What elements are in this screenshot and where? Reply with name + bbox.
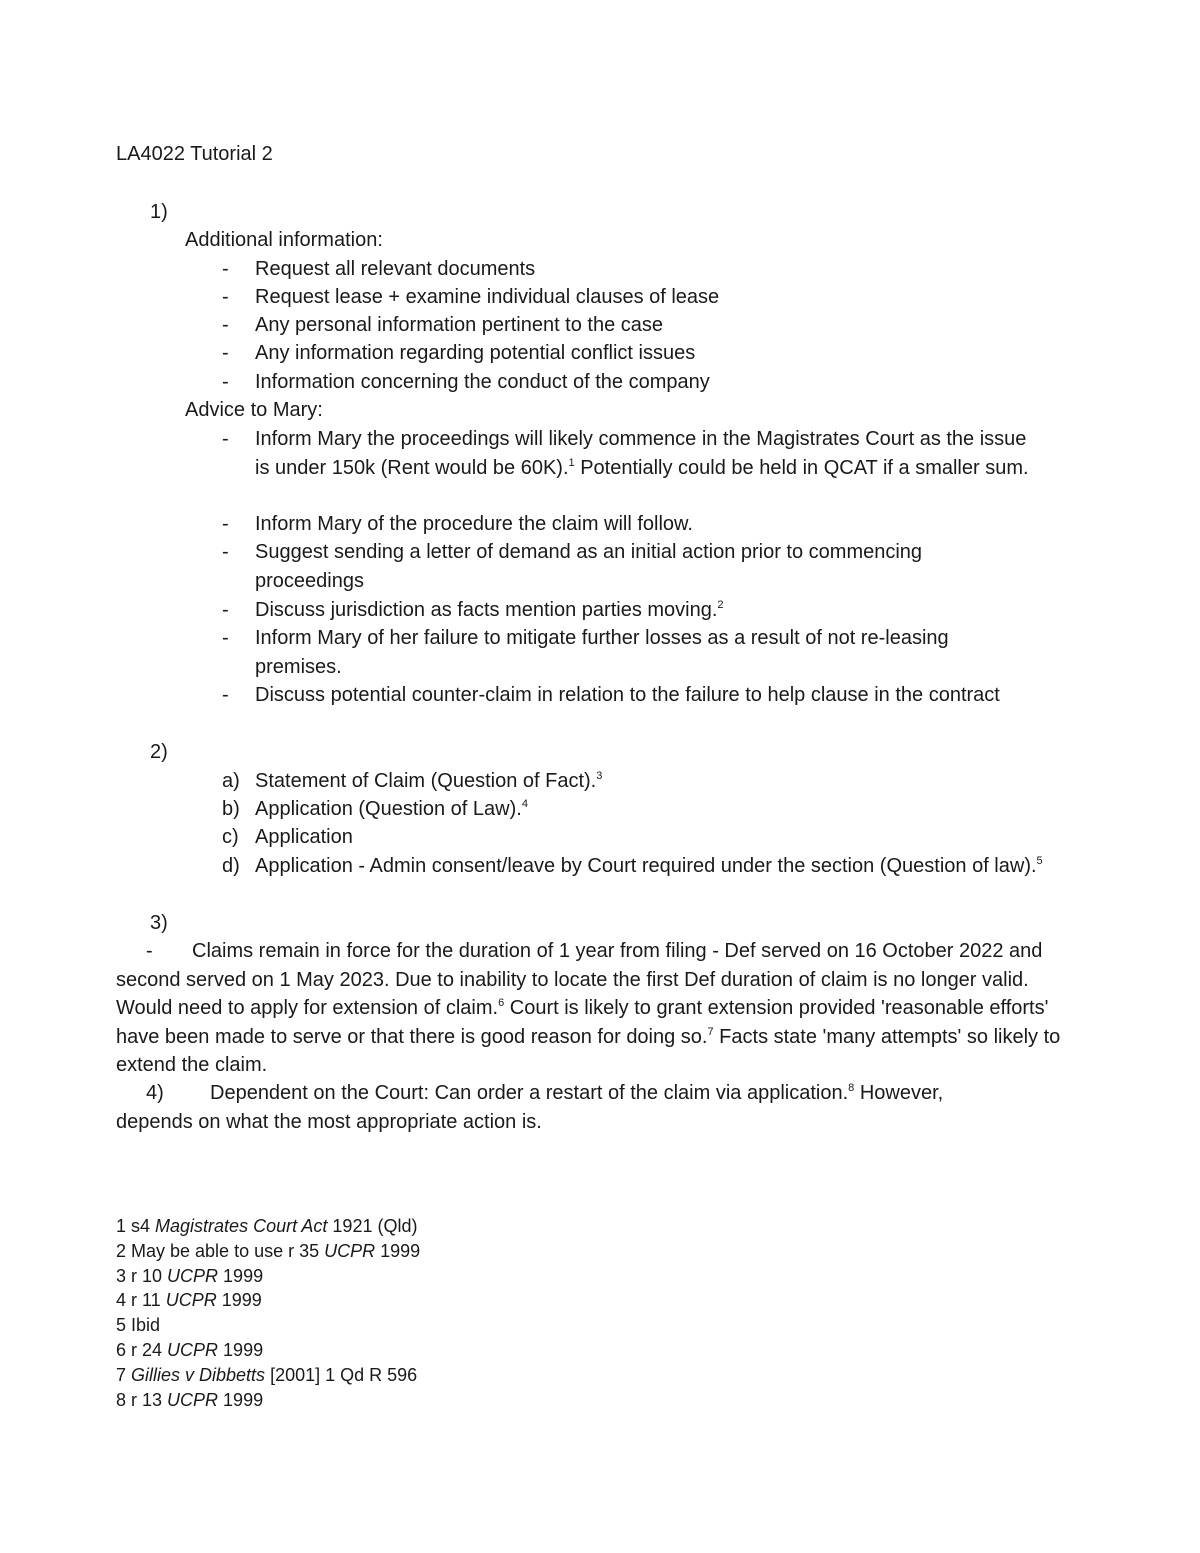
list-item-text: Inform Mary of the procedure the claim will follow. bbox=[255, 513, 693, 535]
footnote-5: 5 Ibid bbox=[116, 1315, 161, 1336]
footnote-ref: 2 bbox=[717, 599, 724, 611]
advice-to-mary-heading: Advice to Mary: bbox=[185, 399, 323, 421]
list-item-text: Discuss potential counter-claim in relation to the failure to help clause in the contract bbox=[255, 684, 1000, 706]
footnote-7: 7 Gillies v Dibbetts [2001] 1 Qd R 596 bbox=[116, 1364, 418, 1385]
list-item-text: Application bbox=[255, 826, 353, 848]
list-item: - Request lease + examine individual clauses of lease bbox=[222, 283, 1062, 312]
list-item-text: Any information regarding potential conflict issues bbox=[255, 342, 696, 364]
list-item-text: Statement of Claim (Question of Fact).$^3$ bbox=[255, 770, 603, 792]
footnote-1: 1 s4 Magistrates Court Act 1921 (Qld) bbox=[116, 1216, 418, 1236]
list-item-text: Suggest sending a letter of demand as an initial action prior to commencing proceedings bbox=[255, 541, 923, 592]
footnote-4: 4 r 11 UCPR 1999 bbox=[116, 1290, 262, 1311]
footnote-ref: 6 bbox=[498, 997, 505, 1009]
footnote-ref: 7 bbox=[707, 1025, 714, 1038]
footnote-ref: 5 bbox=[1036, 855, 1043, 867]
footnote-ref: 8 bbox=[848, 1082, 855, 1094]
question-3-number: 3) bbox=[150, 912, 168, 934]
question-1-number: 1) bbox=[150, 201, 168, 223]
list-item-text: Inform Mary the proceedings will likely commence in the Magistrates Court as the issue is under 150k (Rent would be 60K).$^1$ Potentially could be held in QCAT if a smaller sum. bbox=[255, 428, 1029, 479]
footnote-3: 3 r 10 UCPR 1999 bbox=[116, 1265, 264, 1286]
footnote-8: 8 r 13 UCPR 1999 bbox=[116, 1389, 264, 1410]
list-item: b) Application (Question of Law).$^4$ bbox=[222, 795, 1062, 824]
list-item: - Inform Mary of the procedure the claim will follow. bbox=[222, 510, 1062, 539]
list-item-text: Inform Mary of her failure to mitigate further losses as a result of not re-leasing premises. bbox=[255, 627, 949, 678]
footnote-2: 2 May be able to use r 35 UCPR 1999 bbox=[116, 1240, 421, 1261]
list-item: - Request all relevant documents bbox=[222, 255, 1062, 284]
footnote-ref: 3 bbox=[596, 770, 603, 782]
footnote-ref: 4 bbox=[521, 798, 528, 810]
footnotes bbox=[116, 1214, 420, 1412]
question-3-paragraph: - Claims remain in force for the duration of 1 year from filing - Def served on 16 October 2022 and second served on 1 May 2023. Due to inability to locate the first Def duration of claim is no longer valid. Would need to apply for extension of claim.$^6$ Court is likely to grant extension provided 'reasonable efforts' have been made to serve or that there is good reason for doing so.$^7$ Facts state 'many attempts' so likely to extend the claim. bbox=[116, 940, 1061, 1076]
footnote-ref: 1 bbox=[568, 456, 575, 469]
page-title: LA4022 Tutorial 2 bbox=[116, 143, 273, 165]
list-item-text: Request lease + examine individual clauses of lease bbox=[255, 286, 720, 308]
list-item-text: Discuss jurisdiction as facts mention parties moving.$^2$ bbox=[255, 599, 724, 621]
list-item: - Information concerning the conduct of the company bbox=[222, 368, 1062, 397]
list-item-text: Application - Admin consent/leave by Court required under the section (Question of law).$^5$ bbox=[255, 855, 1043, 877]
list-item: c) Application bbox=[222, 823, 1062, 852]
list-item-text: Request all relevant documents bbox=[255, 258, 536, 280]
list-item: a) Statement of Claim (Question of Fact).$^3$ bbox=[222, 767, 1062, 796]
list-item: - Discuss potential counter-claim in relation to the failure to help clause in the contract bbox=[222, 681, 1002, 710]
question-4-number: 4) bbox=[146, 1082, 164, 1104]
list-item-text: Application (Question of Law).$^4$ bbox=[255, 798, 528, 820]
question-2-number: 2) bbox=[150, 741, 168, 763]
list-item: - Discuss jurisdiction as facts mention parties moving.$^2$ bbox=[222, 596, 1062, 625]
list-item: - Suggest sending a letter of demand as an initial action prior to commencing proceedings bbox=[222, 538, 1002, 595]
list-item-text: Any personal information pertinent to the case bbox=[255, 314, 664, 336]
question-4-paragraph: 4) Dependent on the Court: Can order a restart of the claim via application.$^8$ However, depends on what the most appropriate action is. bbox=[116, 1079, 1016, 1136]
additional-information-heading: Additional information: bbox=[185, 229, 383, 251]
list-item: - Inform Mary the proceedings will likely commence in the Magistrates Court as the issue is under 150k (Rent would be 60K).$^1$ Potentially could be held in QCAT if a smaller sum. bbox=[222, 425, 1042, 482]
list-item: - Any information regarding potential conflict issues bbox=[222, 339, 1062, 368]
footnote-6: 6 r 24 UCPR 1999 bbox=[116, 1339, 264, 1360]
list-item-text: Information concerning the conduct of the company bbox=[255, 371, 710, 393]
list-item: - Any personal information pertinent to the case bbox=[222, 311, 1062, 340]
list-item: d) Application - Admin consent/leave by Court required under the section (Question of law).$^5$ bbox=[222, 852, 1062, 881]
list-item: - Inform Mary of her failure to mitigate further losses as a result of not re-leasing premises. bbox=[222, 624, 1022, 681]
